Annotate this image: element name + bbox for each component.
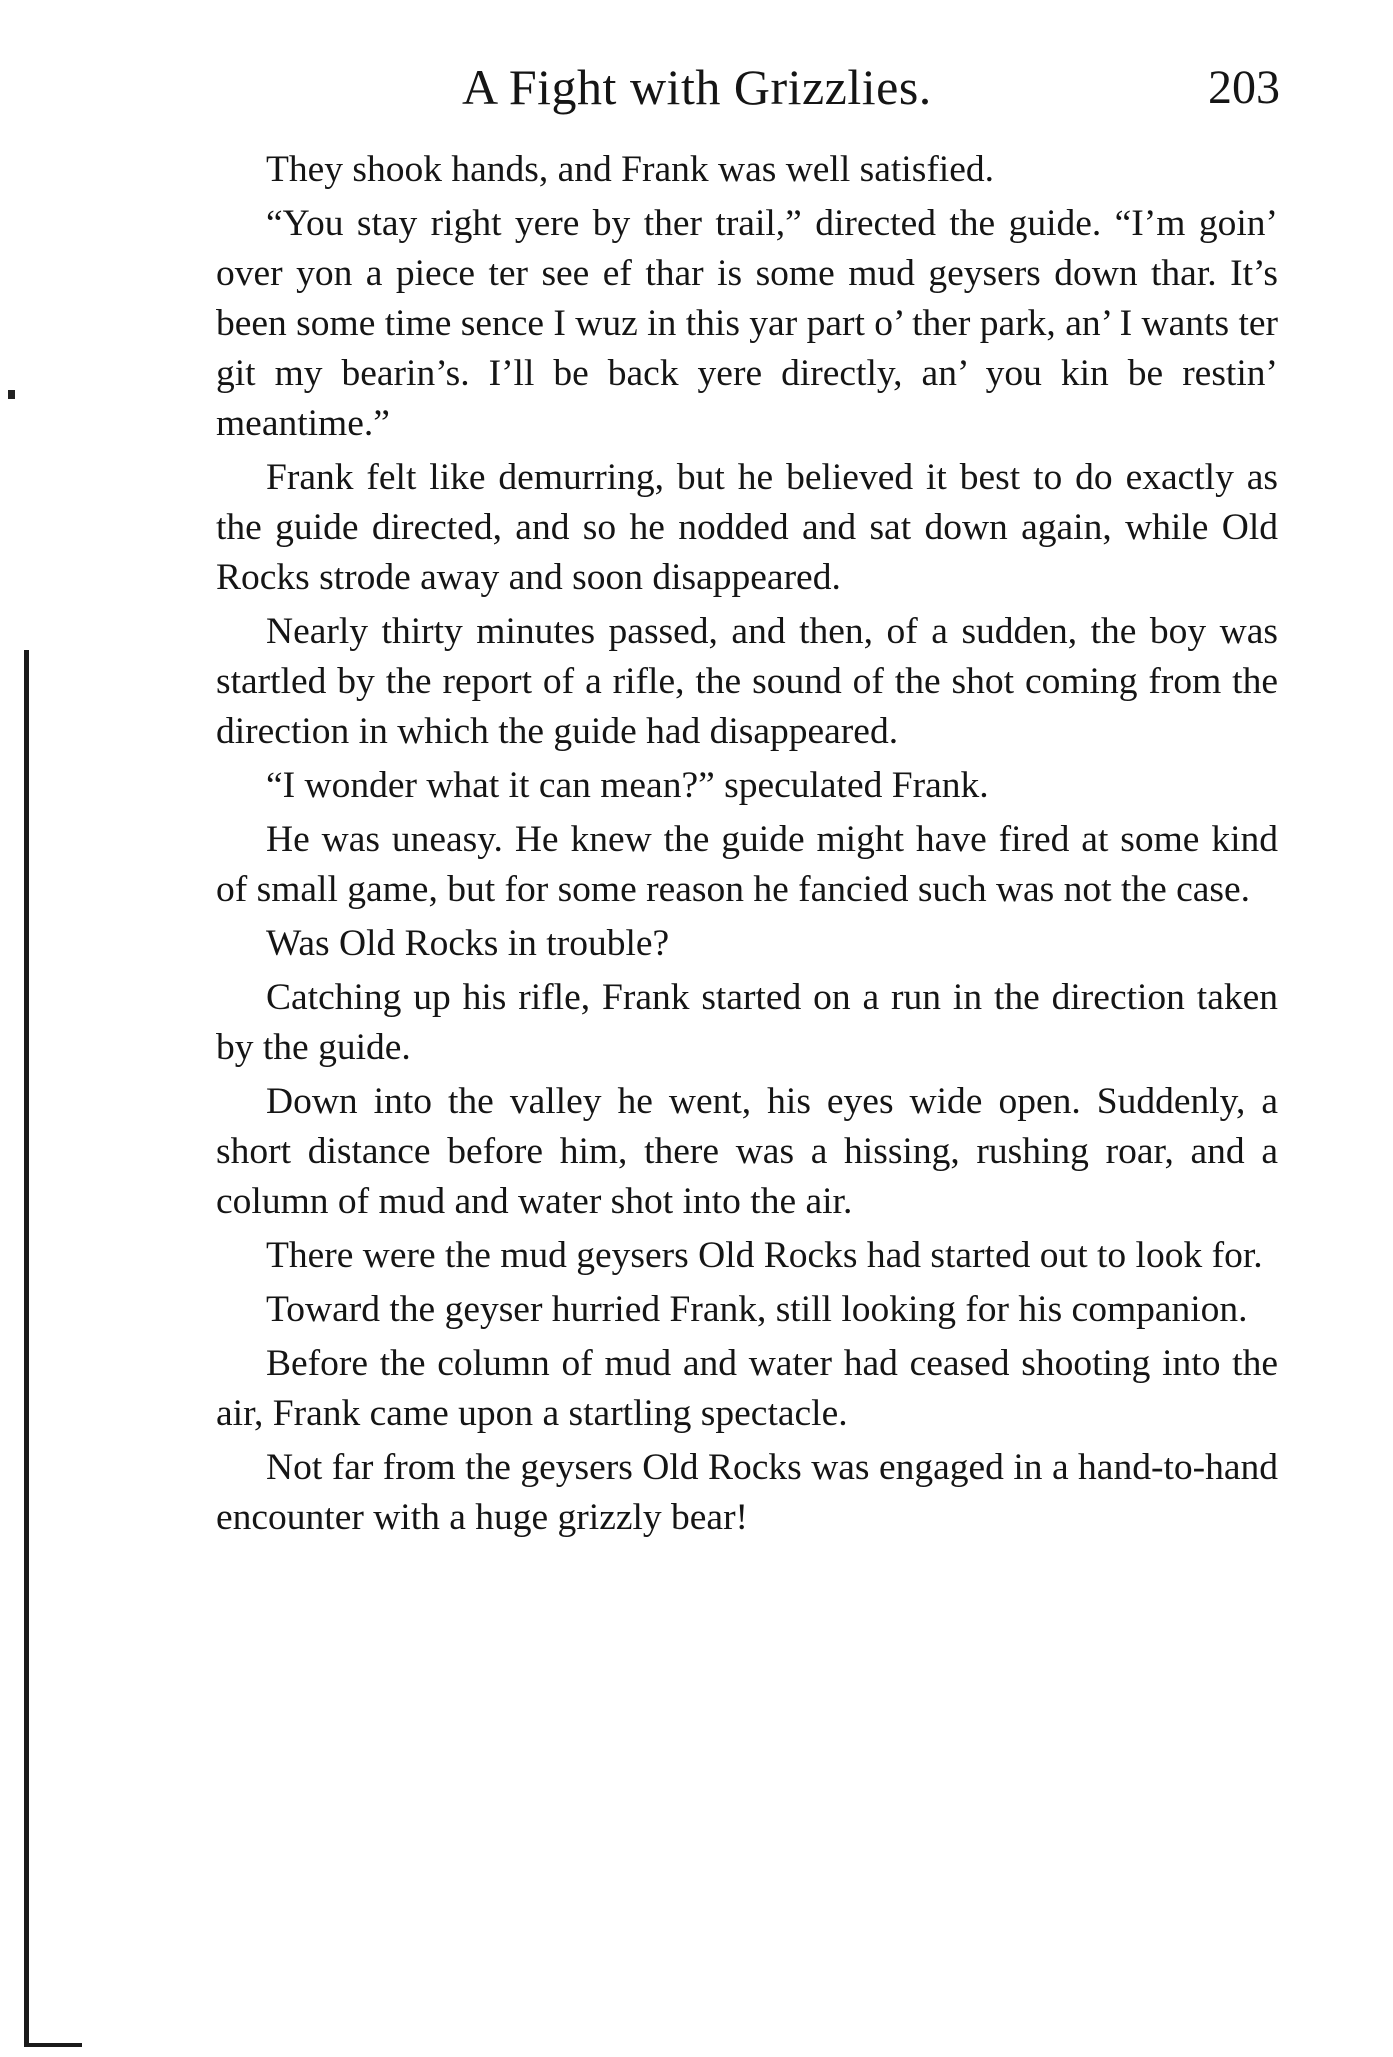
page-number: 203 bbox=[1208, 61, 1280, 114]
body-text bbox=[216, 145, 1278, 1547]
page-header bbox=[0, 58, 1393, 128]
paragraph: He was uneasy. He knew the guide might have fired at some kind of small game, but for some reason he fancied such was not the case. bbox=[216, 819, 1278, 910]
paragraph: Catching up his rifle, Frank started on a run in the direction taken by the guide. bbox=[216, 977, 1278, 1068]
paragraph: Not far from the geysers Old Rocks was engaged in a hand-to-hand encounter with a huge grizzly bear! bbox=[216, 1447, 1278, 1538]
paragraph: Toward the geyser hurried Frank, still looking for his companion. bbox=[266, 1289, 1248, 1330]
paragraph: They shook hands, and Frank was well satisfied. bbox=[266, 149, 994, 190]
paragraph: Before the column of mud and water had ceased shooting into the air, Frank came upon a startling spectacle. bbox=[216, 1343, 1278, 1434]
paragraph: Nearly thirty minutes passed, and then, of a sudden, the boy was startled by the report of a rifle, the sound of the shot coming from the direction in which the guide had disappeared. bbox=[216, 611, 1278, 752]
binding-edge-foot bbox=[24, 2043, 82, 2047]
binding-edge-line bbox=[24, 650, 29, 2045]
paragraph: There were the mud geysers Old Rocks had started out to look for. bbox=[266, 1235, 1263, 1276]
paragraph: “You stay right yere by ther trail,” directed the guide. “I’m goin’ over yon a piece ter see ef thar is some mud geysers down thar. It’s been some time sence I wuz in this yar part o’ ther park, an’ I wants ter git my bearin’s. I’ll be back yere directly, an’ you kin be restin’ meantime.” bbox=[216, 203, 1278, 444]
paragraph: Frank felt like demurring, but he believed it best to do exactly as the guide directed, and so he nodded and sat down again, while Old Rocks strode away and soon disappeared. bbox=[216, 457, 1278, 598]
margin-mark bbox=[8, 390, 15, 399]
running-title: A Fight with Grizzlies. bbox=[462, 59, 932, 115]
paragraph: Was Old Rocks in trouble? bbox=[266, 923, 670, 964]
paragraph: Down into the valley he went, his eyes wide open. Suddenly, a short distance before him, there was a hissing, rushing roar, and a column of mud and water shot into the air. bbox=[216, 1081, 1278, 1222]
paragraph: “I wonder what it can mean?” speculated Frank. bbox=[266, 765, 989, 806]
